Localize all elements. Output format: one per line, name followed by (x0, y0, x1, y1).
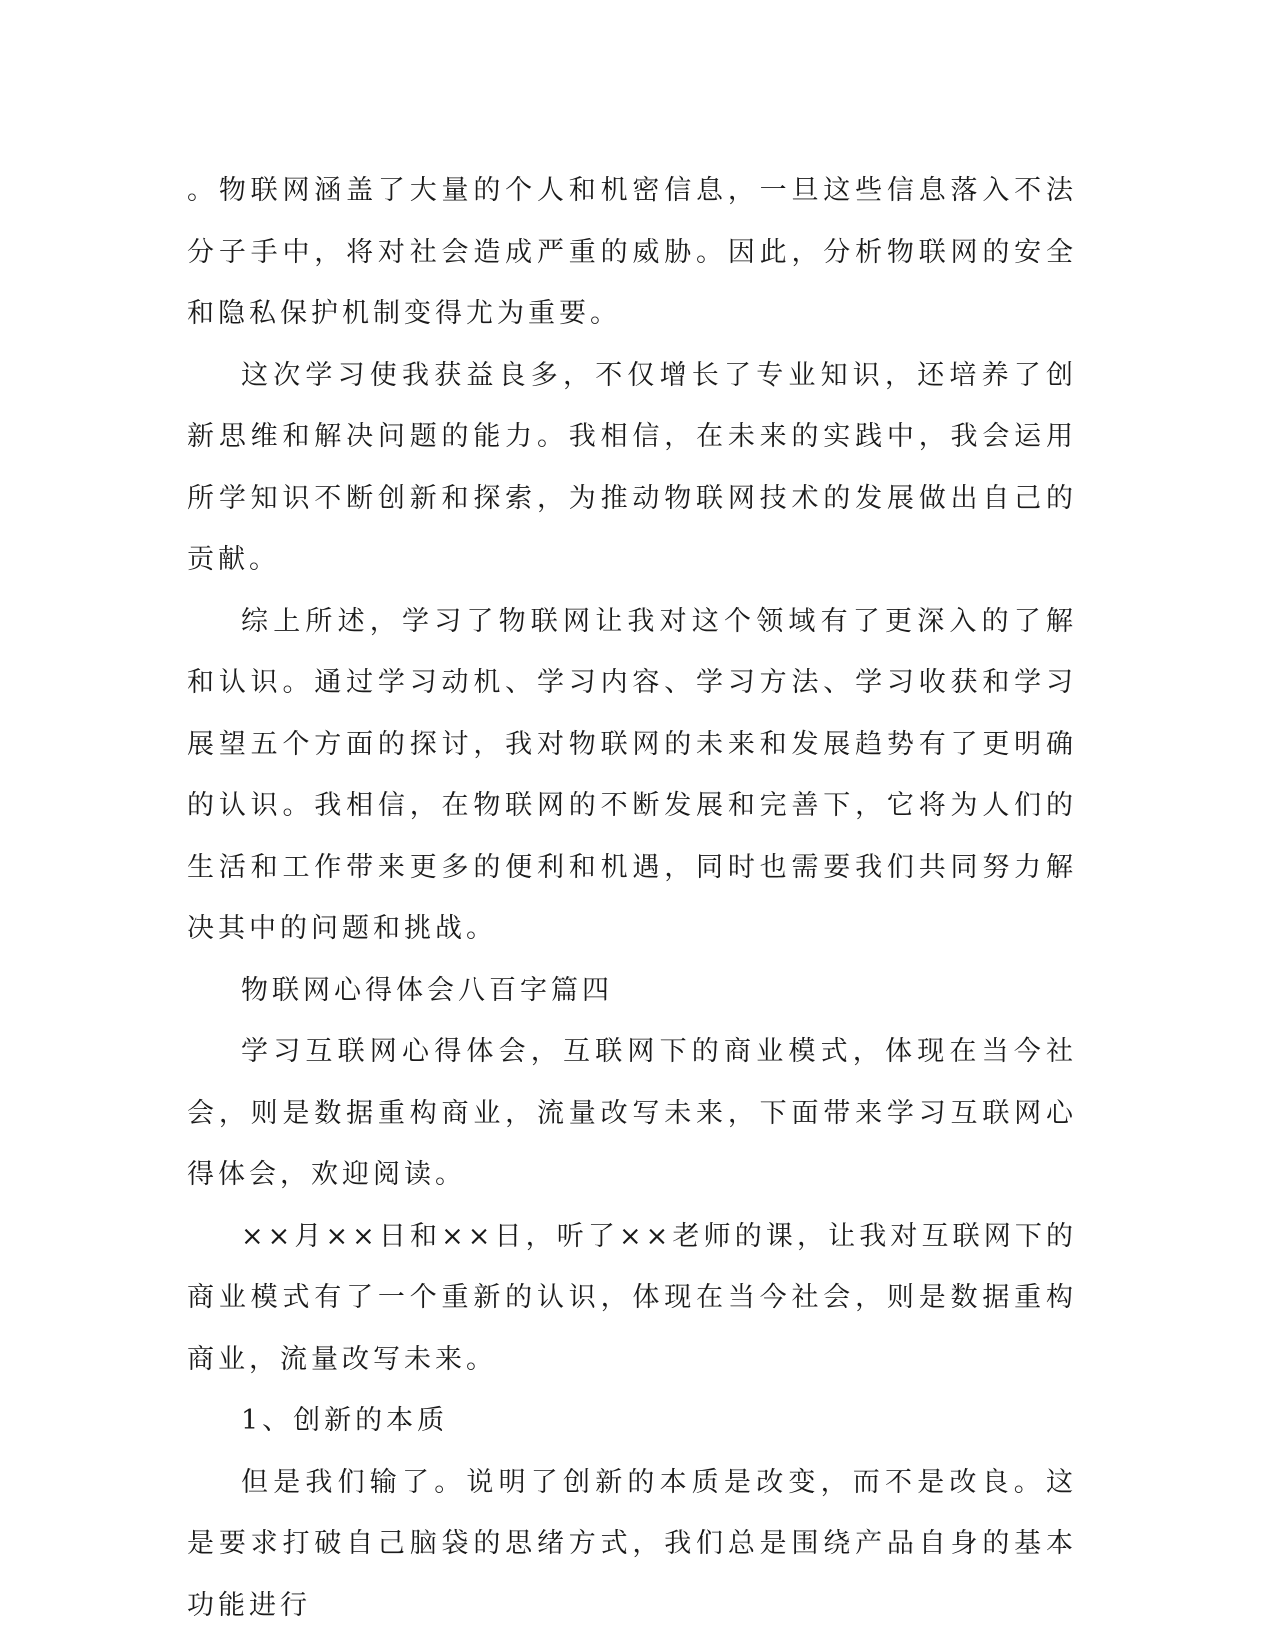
paragraph-innovation: 但是我们输了。说明了创新的本质是改变，而不是改良。这是要求打破自己脑袋的思绪方式，我们总是围绕产品自身的基本功能进行 (187, 1466, 1077, 1621)
paragraph-learning-gains: 这次学习使我获益良多，不仅增长了专业知识，还培养了创新思维和解决问题的能力。我相信，在未来的实践中，我会运用所学知识不断创新和探索，为推动物联网技术的发展做出自己的贡献。 (187, 359, 1077, 575)
subheading-innovation-essence: 1、创新的本质 (241, 1405, 449, 1436)
document-body (187, 160, 1077, 1636)
paragraph-lecture: ××月××日和××日，听了××老师的课，让我对互联网下的商业模式有了一个重新的认识，体现在当今社会，则是数据重构商业，流量改写未来。 (187, 1220, 1077, 1375)
paragraph-internet-intro: 学习互联网心得体会，互联网下的商业模式，体现在当今社会，则是数据重构商业，流量改写未来，下面带来学习互联网心得体会，欢迎阅读。 (187, 1036, 1077, 1190)
section-heading-part-four: 物联网心得体会八百字篇四 (241, 974, 613, 1006)
paragraph-summary: 综上所述，学习了物联网让我对这个领域有了更深入的了解和认识。通过学习动机、学习内容、学习方法、学习收获和学习展望五个方面的探讨，我对物联网的未来和发展趋势有了更明确的认识。我相信，在物联网的不断发展和完善下，它将为人们的生活和工作带来更多的便利和机遇，同时也需要我们共同努力解决其中的问题和挑战。 (187, 605, 1077, 944)
paragraph-iot-security: 。物联网涵盖了大量的个人和机密信息，一旦这些信息落入不法分子手中，将对社会造成严重的威胁。因此，分析物联网的安全和隐私保护机制变得尤为重要。 (187, 175, 1077, 329)
